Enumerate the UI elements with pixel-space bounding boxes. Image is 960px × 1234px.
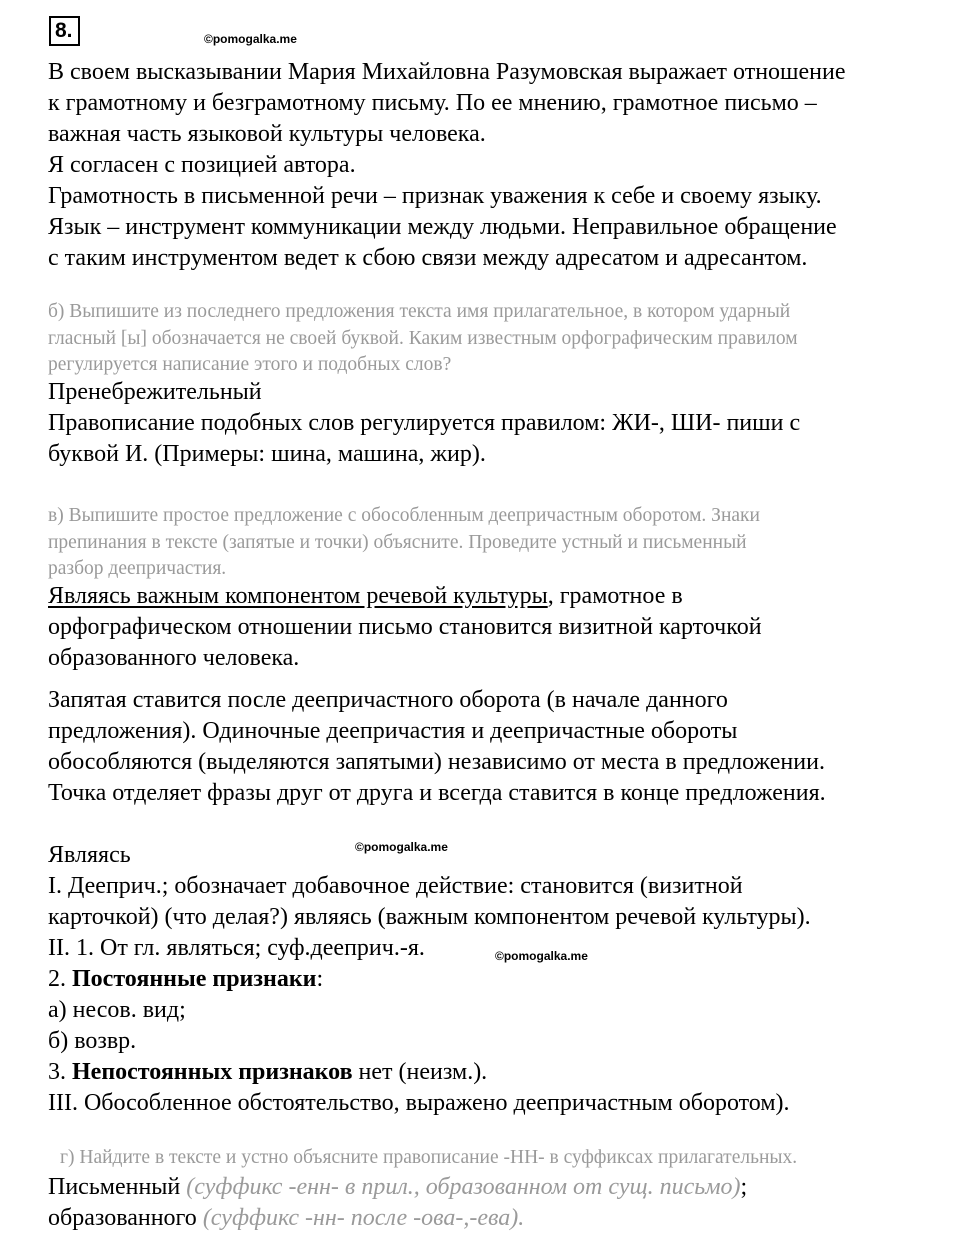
answer-b: [48, 377, 953, 470]
question-b-line: б) Выпишите из последнего предложения текста имя прилагательное, в котором ударный: [48, 301, 791, 322]
question-b-line: гласный [ы] обозначается не своей буквой. Каким известным орфографическим правилом: [48, 327, 798, 349]
intro-line: важная часть языковой культуры человека.: [48, 121, 486, 147]
question-g-line: г) Найдите в тексте и устно объясните правописание -НН- в суффиксах прилагательных.: [60, 1147, 798, 1168]
question-b: [48, 299, 953, 379]
analysis-line: III. Обособленное обстоятельство, выражено деепричастным оборотом).: [48, 1090, 790, 1116]
explanation-line: Запятая ставится после деепричастного оборота (в начале данного: [48, 687, 728, 713]
answer-b-line: Пренебрежительный: [48, 379, 262, 405]
watermark-middle: ©pomogalka.me: [355, 840, 448, 854]
question-v: [48, 503, 953, 583]
answer-g-line: [48, 1203, 953, 1234]
explanation-line: обособляются (выделяются запятыми) независимо от места в предложении.: [48, 749, 825, 775]
analysis-line: карточкой) (что делая?) являясь (важным компонентом речевой культуры).: [48, 904, 811, 930]
analysis-word: Являясь: [48, 842, 131, 868]
analysis-line: II. 1. От гл. являться; суф.дееприч.-я.: [48, 935, 425, 961]
intro-line: Язык – инструмент коммуникации между людьми. Неправильное обращение: [48, 214, 837, 240]
punctuation-explanation: [48, 685, 953, 809]
intro-text: [48, 57, 953, 274]
answer-g-line: [48, 1172, 953, 1203]
item-number: 3.: [48, 1059, 72, 1085]
answer-word: образованного: [48, 1205, 203, 1231]
question-v-line: разбор деепричастия.: [48, 558, 227, 579]
answer-g: [48, 1172, 953, 1234]
analysis-line: б) возвр.: [48, 1028, 137, 1054]
intro-line: Я согласен с позицией автора.: [48, 152, 356, 178]
analysis-line: I. Дееприч.; обозначает добавочное действие: становится (визитной: [48, 873, 743, 899]
sentence-line: орфографическом отношении письмо становится визитной карточкой: [48, 614, 762, 640]
question-b-line: регулируется написание этого и подобных слов?: [48, 354, 452, 375]
sentence-rest: , грамотное в: [547, 583, 683, 609]
constant-features-heading: Постоянные признаки: [72, 966, 317, 992]
analysis-line: а) несов. вид;: [48, 997, 186, 1023]
analysis-line: [48, 1057, 953, 1088]
intro-line: к грамотному и безграмотному письму. По ее мнению, грамотное письмо –: [48, 90, 817, 116]
watermark-lower: ©pomogalka.me: [495, 949, 588, 963]
sentence-line: [48, 581, 953, 612]
answer-comment: (суффикс -енн- в прил., образованном от сущ. письмо): [186, 1174, 741, 1200]
variable-features-heading: Непостоянных признаков: [72, 1059, 353, 1085]
question-v-line: в) Выпишите простое предложение с обособленным деепричастным оборотом. Знаки: [48, 505, 760, 526]
item-tail: нет (неизм.).: [352, 1059, 488, 1085]
task-number: 8.: [49, 16, 80, 46]
intro-line: В своем высказывании Мария Михайловна Разумовская выражает отношение: [48, 59, 846, 85]
watermark-top: ©pomogalka.me: [204, 32, 297, 46]
participle-phrase: Являясь важным компонентом речевой культуры: [48, 583, 548, 609]
answer-tail: ;: [740, 1174, 748, 1200]
question-g: [60, 1145, 960, 1172]
morphological-analysis: [48, 840, 953, 1119]
example-sentence: [48, 581, 953, 674]
question-v-line: препинания в тексте (запятые и точки) объясните. Проведите устный и письменный: [48, 531, 747, 553]
answer-word: Письменный: [48, 1174, 187, 1200]
explanation-line: Точка отделяет фразы друг от друга и всегда ставится в конце предложения.: [48, 780, 826, 806]
item-tail: :: [316, 966, 324, 992]
intro-line: с таким инструментом ведет к сбою связи между адресатом и адресантом.: [48, 245, 808, 271]
item-number: 2.: [48, 966, 72, 992]
analysis-line: [48, 964, 953, 995]
sentence-line: образованного человека.: [48, 645, 300, 671]
intro-line: Грамотность в письменной речи – признак уважения к себе и своему языку.: [48, 183, 822, 209]
explanation-line: предложения). Одиночные деепричастия и деепричастные обороты: [48, 718, 738, 744]
answer-comment: (суффикс -нн- после -ова-,-ева).: [202, 1205, 525, 1231]
answer-b-line: буквой И. (Примеры: шина, машина, жир).: [48, 441, 486, 467]
answer-b-line: Правописание подобных слов регулируется правилом: ЖИ-, ШИ- пиши с: [48, 410, 801, 436]
